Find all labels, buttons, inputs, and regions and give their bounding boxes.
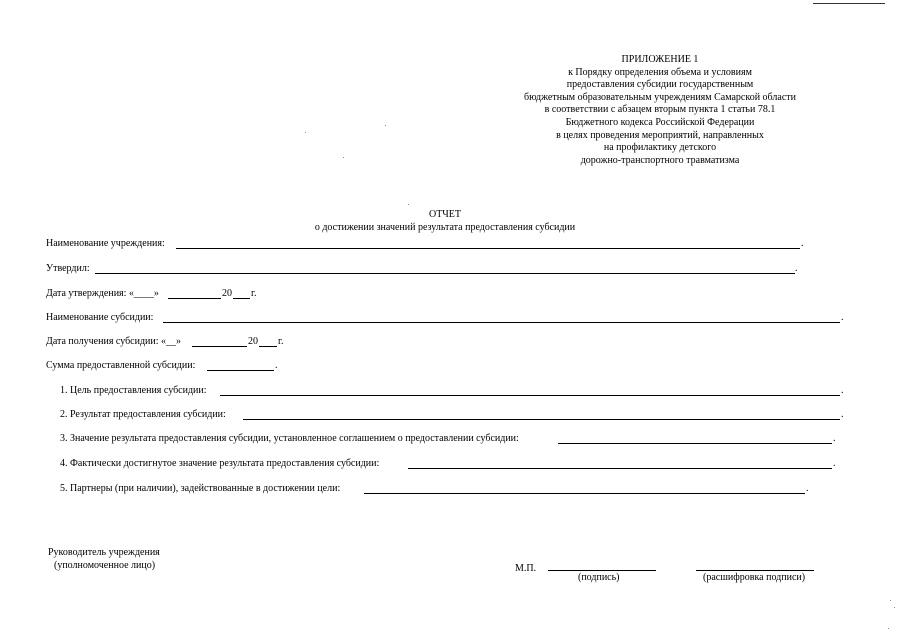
scan-speck bbox=[894, 607, 895, 608]
line-end-period: . bbox=[275, 360, 278, 371]
scan-speck bbox=[888, 628, 889, 629]
appendix-title: ПРИЛОЖЕНИЕ 1 bbox=[621, 54, 699, 65]
scan-speck bbox=[890, 600, 891, 601]
receipt-date-month-field[interactable] bbox=[192, 346, 247, 347]
report-subtitle: о достижении значений результата предоставления субсидии bbox=[314, 221, 576, 233]
line-end-period: . bbox=[841, 385, 844, 396]
scan-speck bbox=[305, 132, 306, 133]
signature-field[interactable] bbox=[548, 570, 656, 571]
item-actual-value-label: 4. Фактически достигнутое значение результата предоставления субсидии: bbox=[60, 458, 380, 469]
head-of-institution-label: Руководитель учреждения bbox=[48, 547, 160, 558]
signature-decode-caption: (расшифровка подписи) bbox=[703, 572, 806, 583]
item-partners-field[interactable] bbox=[364, 493, 805, 494]
approval-date-month-field[interactable] bbox=[168, 298, 221, 299]
item-actual-value-field[interactable] bbox=[408, 468, 832, 469]
signature-caption: (подпись) bbox=[578, 572, 620, 583]
appendix-header bbox=[505, 54, 815, 167]
institution-name-label: Наименование учреждения: bbox=[46, 238, 165, 249]
appendix-line: в целях проведения мероприятий, направленных bbox=[556, 129, 764, 141]
receipt-date-year-prefix: 20 bbox=[248, 336, 258, 347]
approval-date-year-field[interactable] bbox=[233, 298, 250, 299]
approval-date-suffix: г. bbox=[251, 288, 257, 299]
appendix-line: на профилактику детского bbox=[603, 142, 717, 154]
top-edge-line bbox=[813, 3, 885, 4]
authorized-person-label: (уполномоченное лицо) bbox=[54, 560, 156, 571]
item-result-label: 2. Результат предоставления субсидии: bbox=[60, 409, 226, 420]
appendix-line: в соответствии с абзацем вторым пункта 1 статьи 78.1 bbox=[544, 104, 776, 116]
line-end-period: . bbox=[833, 433, 836, 444]
item-goal-field[interactable] bbox=[220, 395, 840, 396]
approved-by-label: Утвердил: bbox=[46, 263, 90, 274]
item-target-value-label: 3. Значение результата предоставления субсидии, установленное соглашением о предоставлении субсидии: bbox=[60, 433, 519, 444]
receipt-date-suffix: г. bbox=[278, 336, 284, 347]
appendix-line: предоставления субсидии государственным bbox=[566, 79, 754, 91]
subsidy-amount-label: Сумма предоставленной субсидии: bbox=[46, 360, 196, 371]
appendix-line: бюджетным образовательным учреждениям Самарской области bbox=[524, 91, 796, 103]
item-result-field[interactable] bbox=[243, 419, 840, 420]
receipt-date-label: Дата получения субсидии: «__» bbox=[46, 336, 182, 347]
report-title-block bbox=[0, 209, 890, 234]
subsidy-amount-field[interactable] bbox=[207, 370, 274, 371]
scan-speck bbox=[408, 204, 409, 205]
receipt-date-year-field[interactable] bbox=[259, 346, 277, 347]
approved-by-field[interactable] bbox=[95, 273, 795, 274]
line-end-period: . bbox=[841, 409, 844, 420]
appendix-line: дорожно-транспортного травматизма bbox=[580, 154, 740, 166]
scan-speck bbox=[343, 157, 344, 158]
scan-speck bbox=[385, 125, 386, 126]
approval-date-year-prefix: 20 bbox=[222, 288, 232, 299]
subsidy-name-label: Наименование субсидии: bbox=[46, 312, 154, 323]
line-end-period: . bbox=[833, 458, 836, 469]
item-goal-label: 1. Цель предоставления субсидии: bbox=[60, 385, 207, 396]
approval-date-label: Дата утверждения: «____» bbox=[46, 288, 159, 299]
signature-decode-field[interactable] bbox=[696, 570, 814, 571]
subsidy-name-field[interactable] bbox=[163, 322, 840, 323]
item-target-value-field[interactable] bbox=[558, 443, 832, 444]
stamp-place-label: М.П. bbox=[515, 563, 537, 574]
institution-name-field[interactable] bbox=[176, 248, 800, 249]
item-partners-label: 5. Партнеры (при наличии), задействованные в достижении цели: bbox=[60, 483, 341, 494]
appendix-line: Бюджетного кодекса Российской Федерации bbox=[565, 116, 755, 128]
line-end-period: . bbox=[795, 263, 798, 274]
report-title: ОТЧЕТ bbox=[428, 209, 462, 220]
appendix-line: к Порядку определения объема и условиям bbox=[568, 66, 752, 78]
line-end-period: . bbox=[841, 312, 844, 323]
line-end-period: . bbox=[801, 238, 804, 249]
line-end-period: . bbox=[806, 483, 809, 494]
